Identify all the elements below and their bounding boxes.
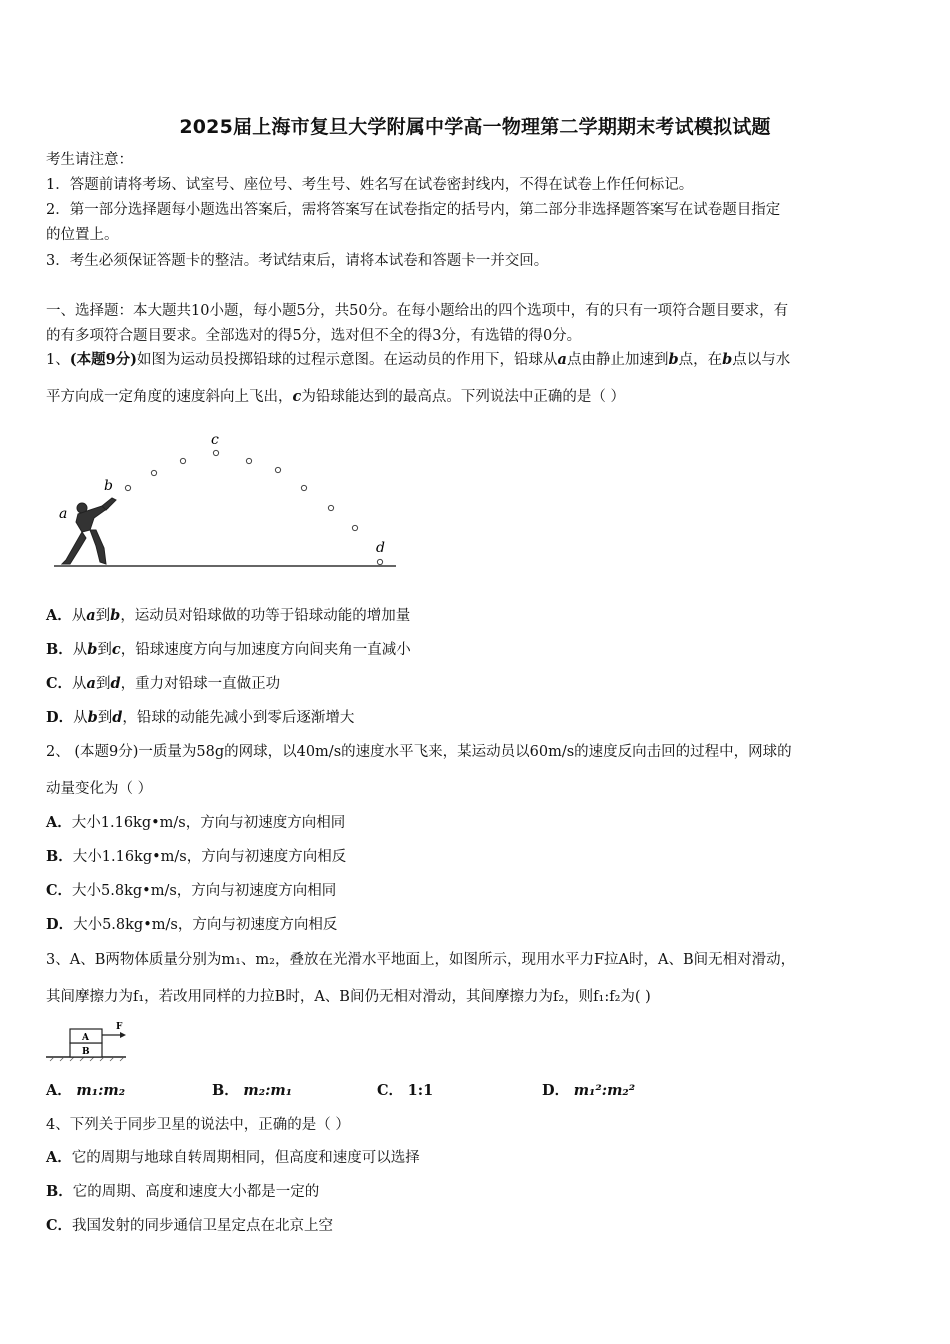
q2-option-d: D．大小5.8kg•m/s，方向与初速度方向相反 <box>46 916 338 933</box>
block-a-label: A <box>82 1033 89 1043</box>
q1-option-c-pre: 从 <box>72 676 87 692</box>
q1-option-d-p2: d <box>112 709 123 726</box>
q1-option-d-pre: 从 <box>73 710 88 726</box>
athlete-leg-back <box>62 532 86 564</box>
q1-stem-line2 <box>46 387 906 407</box>
q1-option-c-key: C． <box>46 675 73 692</box>
q1-option-c <box>46 674 906 694</box>
trajectory-point <box>246 458 251 463</box>
q1-option-b <box>46 640 906 660</box>
trajectory-point <box>125 485 130 490</box>
q3-option-c-key: C． <box>377 1082 404 1099</box>
q1-option-c-mid: 到 <box>95 676 111 692</box>
figure-label-b: b <box>104 478 113 494</box>
q1-option-b-p2: c <box>111 641 121 658</box>
q3-option-b-key: B． <box>212 1082 239 1099</box>
shot-put-figure <box>46 422 406 574</box>
trajectory-point <box>301 485 306 490</box>
blocks-figure <box>46 1020 136 1062</box>
block-b-label: B <box>82 1047 90 1057</box>
q1-number: 1、 <box>46 352 70 368</box>
q3-option-c-value: 1:1 <box>407 1082 434 1099</box>
trajectory-point-d <box>377 559 382 564</box>
q1-tag: (本题9分) <box>69 351 138 368</box>
q1-option-d-key: D． <box>46 709 74 726</box>
q1-stem-line1 <box>46 350 906 370</box>
q3-option-d <box>542 1081 635 1101</box>
q1-option-c-text: ，重力对铅球一直做正功 <box>120 676 281 692</box>
q4-option-b: B．它的周期、高度和速度大小都是一定的 <box>46 1183 320 1200</box>
athlete-figure <box>62 498 116 564</box>
q2-stem-line2: 动量变化为（ ） <box>46 781 153 797</box>
trajectory <box>125 450 382 564</box>
force-arrowhead <box>120 1032 126 1038</box>
section-intro-line2: 的有多项符合题目要求。全部选对的得5分，选对但不全的得3分，有选错的得0分。 <box>46 328 582 344</box>
athlete-arm <box>102 498 116 510</box>
notice-item-2-cont: 的位置上。 <box>46 227 119 243</box>
q1-option-a-p1: a <box>86 607 96 624</box>
q3-stem-line1: 3、A、B两物体质量分别为m₁、m₂，叠放在光滑水平地面上，如图所示，现用水平力F拉A时，A、B间无相对滑动， <box>46 952 796 968</box>
q1-option-b-mid: 到 <box>97 642 112 658</box>
q1-option-a-text: ，运动员对铅球做的功等于铅球动能的增加量 <box>120 608 411 624</box>
q1-option-a <box>46 606 906 626</box>
q1-option-c-p1: a <box>86 675 96 692</box>
q1-option-b-p1: b <box>87 641 98 658</box>
q2-option-a: A．大小1.16kg•m/s，方向与初速度方向相同 <box>46 814 346 831</box>
q1-option-a-p2: b <box>110 607 121 624</box>
q1-text-3: 点，在 <box>678 352 723 368</box>
q1-text-2: 点由静止加速到 <box>566 352 669 368</box>
q1-text-6: 为铅球能达到的最高点。下列说法中正确的是（ ） <box>301 389 625 405</box>
figure-label-a: a <box>59 506 68 522</box>
figure-label-d: d <box>376 540 385 556</box>
q3-option-a-value: m₁:m₂ <box>76 1082 126 1099</box>
q3-option-b-value: m₂:m₁ <box>243 1082 293 1099</box>
q4-stem: 4、下列关于同步卫星的说法中，正确的是（ ） <box>46 1117 350 1133</box>
trajectory-point <box>180 458 185 463</box>
notice-heading: 考生请注意： <box>46 152 133 168</box>
q1-point-a: a <box>557 351 567 368</box>
trajectory-point <box>151 470 156 475</box>
notice-item-1: 1．答题前请将考场、试室号、座位号、考生号、姓名写在试卷密封线内，不得在试卷上作任何标记。 <box>46 177 694 193</box>
trajectory-point <box>328 505 333 510</box>
q2-option-c: C．大小5.8kg•m/s，方向与初速度方向相同 <box>46 882 337 899</box>
q1-option-a-pre: 从 <box>71 608 87 624</box>
q2-stem-line1: 2、 (本题9分)一质量为58g的网球，以40m/s的速度水平飞来，某运动员以60m/s的速度反向击回的过程中，网球的 <box>46 744 792 760</box>
q1-text-5: 平方向成一定角度的速度斜向上飞出， <box>46 389 293 405</box>
q1-text-1: 如图为运动员投掷铅球的过程示意图。在运动员的作用下，铅球从 <box>137 352 558 368</box>
trajectory-point <box>352 525 357 530</box>
q1-point-c: c <box>292 388 302 405</box>
q4-option-a: A．它的周期与地球自转周期相同，但高度和速度可以选择 <box>46 1149 420 1166</box>
q3-option-a-key: A． <box>46 1082 72 1099</box>
q3-option-a <box>46 1081 125 1101</box>
page-title: 2025届上海市复旦大学附属中学高一物理第二学期期末考试模拟试题 <box>179 116 771 138</box>
q3-option-d-key: D． <box>542 1082 570 1099</box>
q1-option-a-mid: 到 <box>95 608 111 624</box>
q3-option-d-value: m₁²:m₂² <box>573 1082 636 1099</box>
notice-item-2: 2．第一部分选择题每小题选出答案后，需将答案写在试卷指定的括号内，第二部分非选择题答案写在试卷题目指定 <box>46 202 781 218</box>
q3-option-b <box>212 1081 292 1101</box>
q1-option-b-pre: 从 <box>72 642 88 658</box>
q1-option-a-key: A． <box>46 607 72 624</box>
section-intro-line1: 一、选择题：本大题共10小题，每小题5分，共50分。在每小题给出的四个选项中，有的只有一项符合题目要求，有 <box>46 303 789 319</box>
q1-point-b2: b <box>722 351 733 368</box>
q1-option-d <box>46 708 906 728</box>
q1-option-c-p2: d <box>110 675 121 692</box>
q1-option-d-mid: 到 <box>97 710 113 726</box>
q4-option-c: C．我国发射的同步通信卫星定点在北京上空 <box>46 1217 334 1234</box>
q1-text-4: 点以与水 <box>732 352 791 368</box>
q3-option-c <box>377 1081 433 1101</box>
q1-option-d-text: ，铅球的动能先减小到零后逐渐增大 <box>122 710 355 726</box>
q2-option-b: B．大小1.16kg•m/s，方向与初速度方向相反 <box>46 848 347 865</box>
q3-stem-line2: 其间摩擦力为f₁，若改用同样的力拉B时，A、B间仍无相对滑动，其间摩擦力为f₂，则f₁:f₂为( ) <box>46 989 651 1005</box>
q1-option-b-key: B． <box>46 641 73 658</box>
force-label: F <box>116 1022 123 1032</box>
trajectory-point-c <box>213 450 218 455</box>
trajectory-point <box>275 467 280 472</box>
q1-point-b: b <box>668 351 679 368</box>
q1-option-d-p1: b <box>87 709 98 726</box>
q1-option-b-text: ，铅球速度方向与加速度方向间夹角一直减小 <box>120 642 411 658</box>
athlete-leg-front <box>90 530 106 564</box>
notice-item-3: 3．考生必须保证答题卡的整洁。考试结束后，请将本试卷和答题卡一并交回。 <box>46 253 549 269</box>
figure-label-c: c <box>211 432 219 448</box>
